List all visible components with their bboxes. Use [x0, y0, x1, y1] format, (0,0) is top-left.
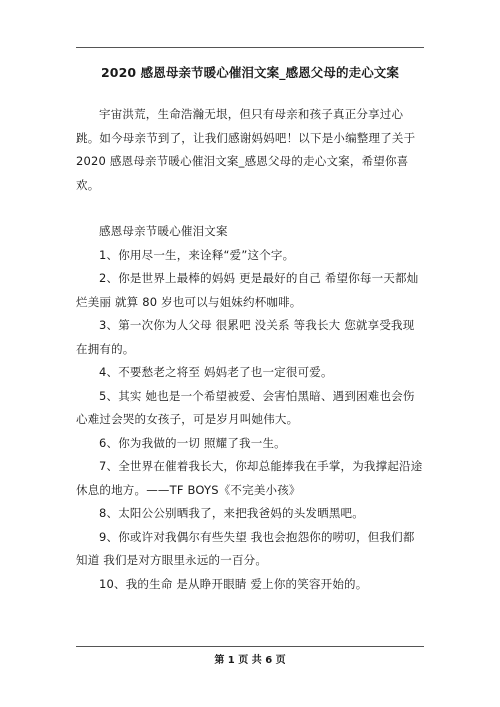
- list-item: 5、其实 她也是一个希望被爱、会害怕黑暗、遇到困难也会伤心难过会哭的女孩子，可是岁月叫她伟大。: [76, 388, 415, 426]
- document-body: [76, 103, 426, 596]
- list-item: 4、不要愁老之将至 妈妈老了也一定很可爱。: [99, 365, 333, 379]
- section-heading: 感恩母亲节暖心催泪文案: [99, 224, 228, 238]
- list-item: 8、太阳公公别晒我了，来把我爸妈的头发晒黑吧。: [99, 506, 364, 520]
- list-item: 1、你用尽一生，来诠释“爱”这个字。: [99, 247, 295, 262]
- list-item: 2、你是世界上最棒的妈妈 更是最好的自己 希望你每一天都灿烂美丽 就算 80 岁也可以与姐妹约杯咖啡。: [76, 271, 419, 309]
- intro-paragraph: 宇宙洪荒，生命浩瀚无垠，但只有母亲和孩子真正分享过心跳。如今母亲节到了，让我们感谢妈妈吧！以下是小编整理了关于 2020 感恩母亲节暖心催泪文案_感恩父母的走心文案，希望你喜欢。: [76, 107, 416, 192]
- list-item: 9、你或许对我偶尔有些失望 我也会抱怨你的唠叨，但我们都知道 我们是对方眼里永远的一百分。: [76, 529, 415, 567]
- header-rule: [76, 47, 424, 48]
- page-number: 第 1 页 共 6 页: [214, 655, 286, 666]
- list-item: 3、第一次你为人父母 很累吧 没关系 等我长大 您就享受我现在拥有的。: [76, 318, 415, 356]
- list-item: 7、全世界在催着我长大，你却总能捧我在手掌，为我撑起沿途休息的地方。——TF BOYS《不完美小孩》: [76, 459, 423, 497]
- footer-rule: [76, 646, 424, 647]
- list-item: 6、你为我做的一切 照耀了我一生。: [99, 435, 286, 450]
- list-item: 10、我的生命 是从睁开眼睛 爱上你的笑容开始的。: [99, 576, 368, 591]
- document-title: 2020 感恩母亲节暖心催泪文案_感恩父母的走心文案: [101, 65, 399, 80]
